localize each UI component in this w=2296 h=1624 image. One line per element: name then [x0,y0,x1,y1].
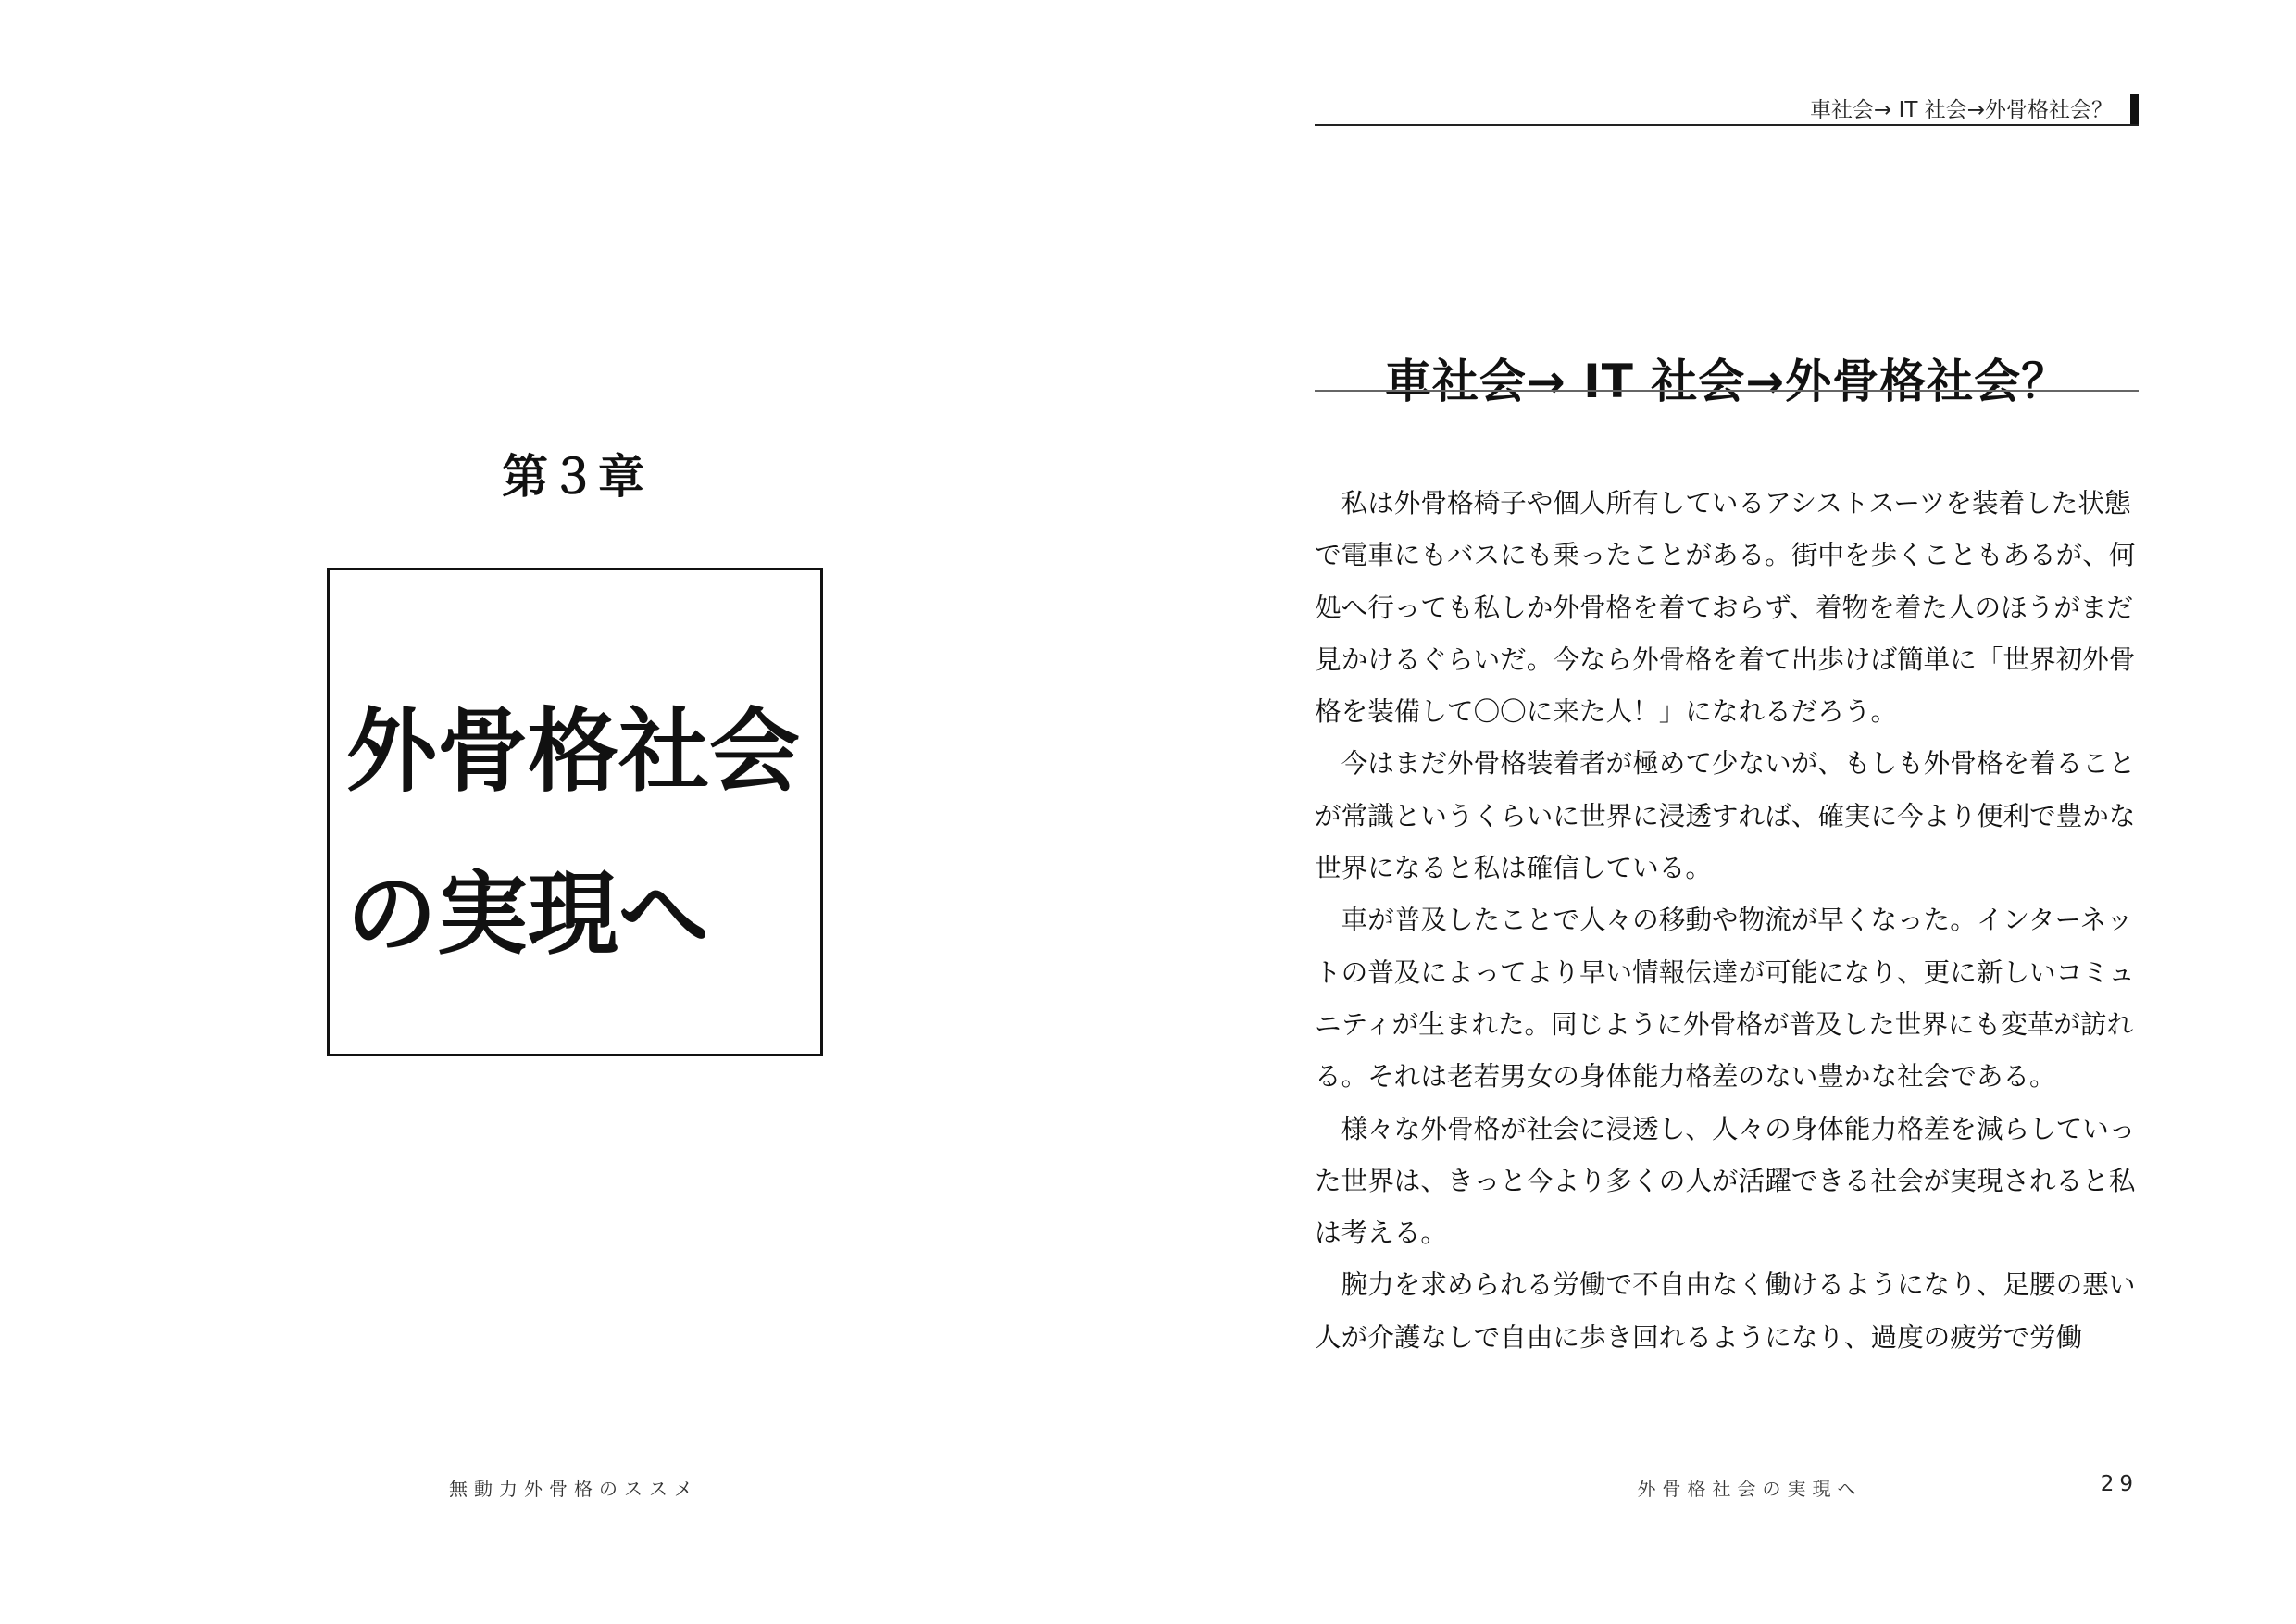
section-title: 車社会→ IT 社会→外骨格社会？ [1384,354,2069,408]
running-head [1315,91,2139,126]
running-head-marker [2130,94,2139,124]
page-number: 29 [2100,1472,2139,1496]
paragraph: 私は外骨格椅子や個人所有しているアシストスーツを装着した状態で電車にもバスにも乗ったことがある。街中を歩くこともあるが、何処へ行っても私しか外骨格を着ておらず、着物を着た人のほうがまだ見かけるぐらいだ。今なら外骨格を着て出歩けば簡単に「世界初外骨格を装備して〇〇に来た人！」になれるだろう。 [1315,487,2136,728]
chapter-title: 外骨格社会 の実現へ [346,699,801,968]
running-head-text: 車社会→ IT 社会→外骨格社会？ [1810,98,2113,122]
paragraph: 今はまだ外骨格装着者が極めて少ないが、もしも外骨格を着ることが常識というくらいに世界に浸透すれば、確実に今より便利で豊かな世界になると私は確信している。 [1315,747,2136,884]
chapter-label: 第３章 [502,450,646,504]
chapter-title-box [327,568,823,1056]
book-title-footer: 無動力外骨格のススメ [449,1478,699,1500]
chapter-footer: 外骨格社会の実現へ [1637,1478,1863,1500]
paragraph: 腕力を求められる労働で不自由なく働けるようになり、足腰の悪い人が介護なしで自由に歩き回れるようになり、過度の疲労で労働 [1315,1268,2136,1353]
paragraph: 車が普及したことで人々の移動や物流が早くなった。インターネットの普及によってより早い情報伝達が可能になり、更に新しいコミュニティが生まれた。同じように外骨格が普及した世界にも変革が訪れる。それは老若男女の身体能力格差のない豊かな社会である。 [1315,904,2135,1093]
paragraph: 様々な外骨格が社会に浸透し、人々の身体能力格差を減らしていった世界は、きっと今より多くの人が活躍できる社会が実現されると私は考える。 [1315,1112,2136,1249]
body-text [1315,477,2139,1363]
section-title-rule [1315,390,2139,392]
